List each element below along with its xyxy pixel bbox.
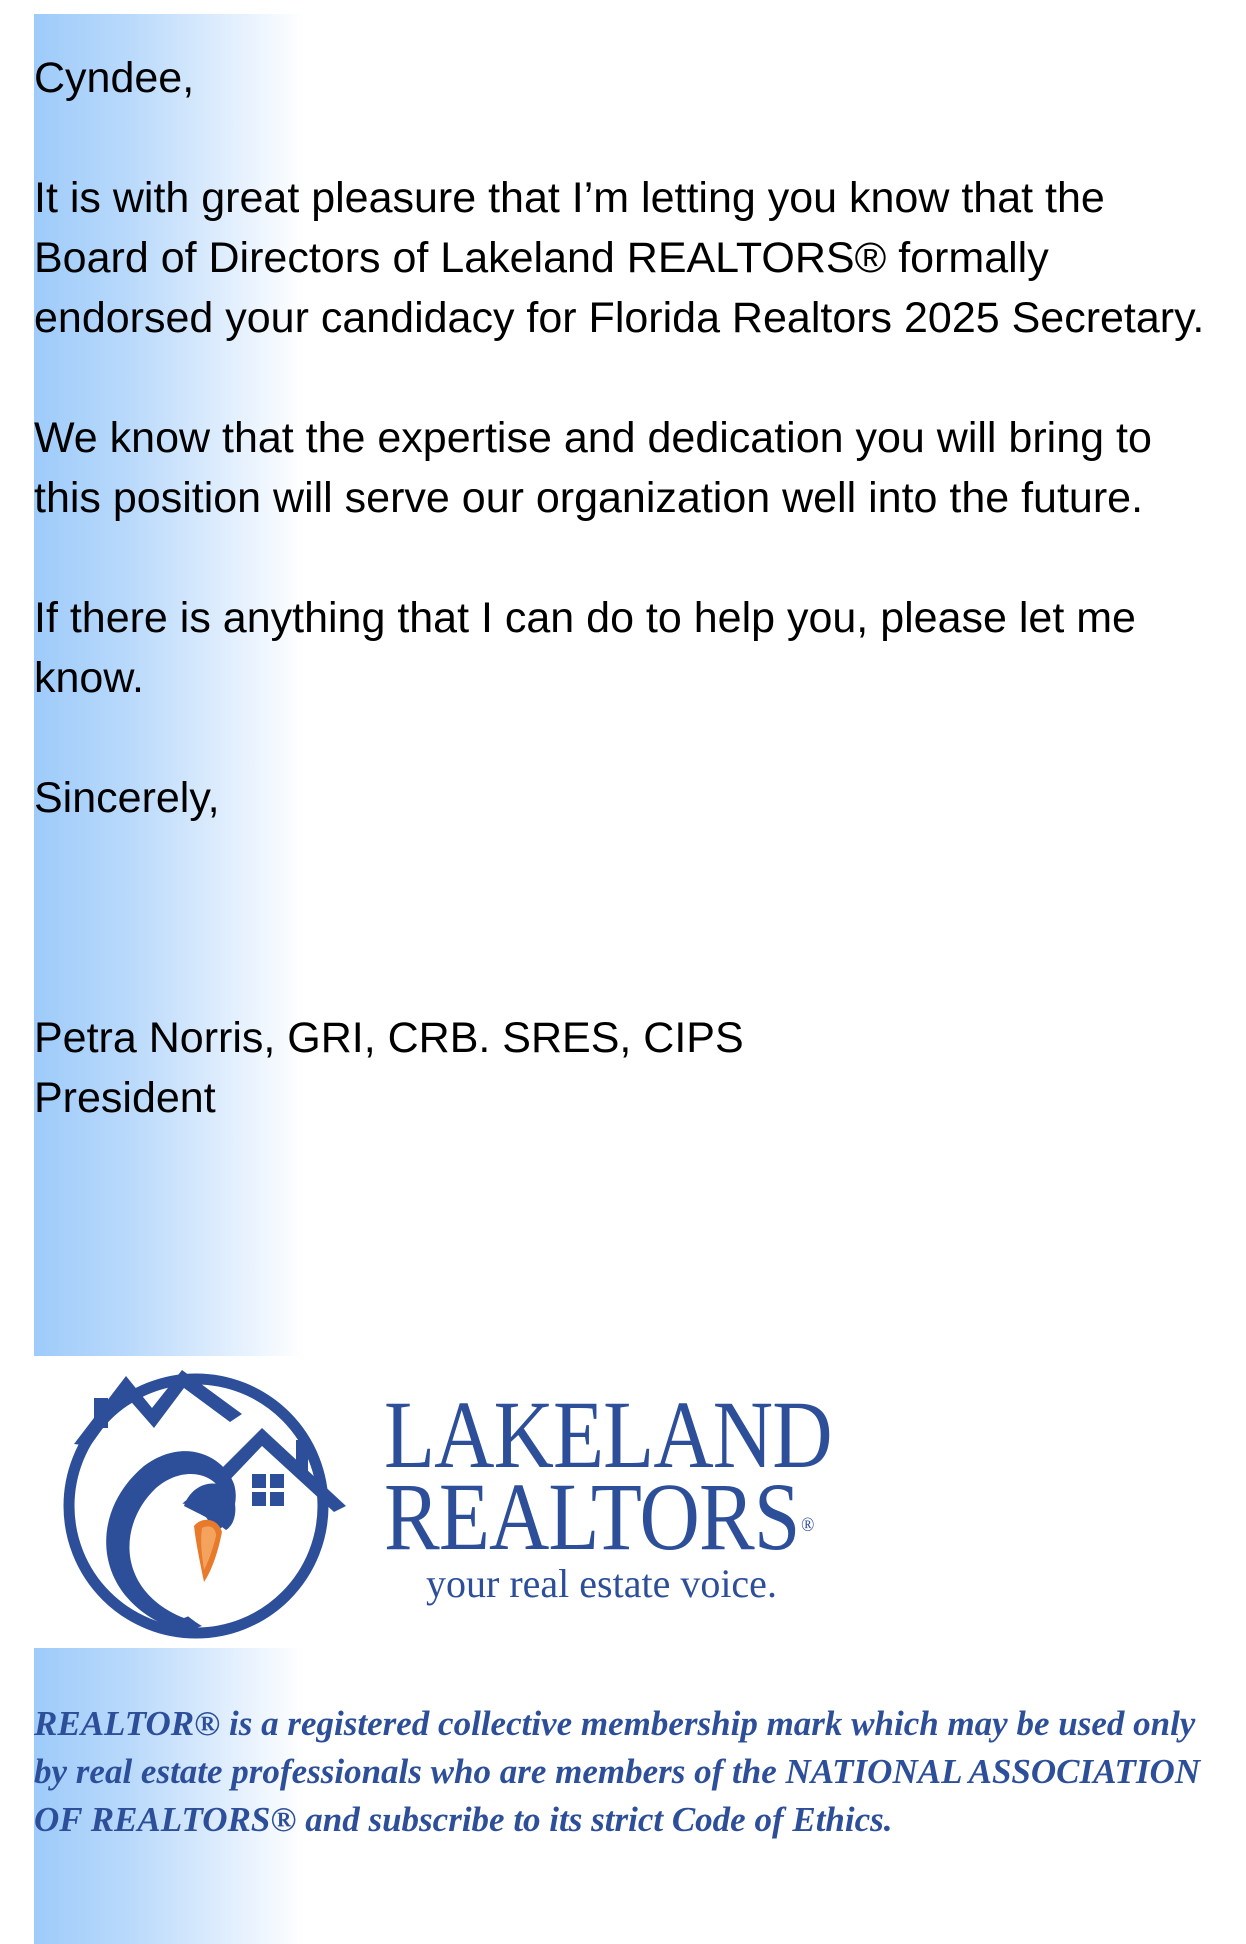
closing: Sincerely, <box>34 774 220 822</box>
signature-space <box>34 828 1214 1008</box>
logo-realtors-text <box>384 1463 832 1570</box>
logo-wordmark <box>384 1381 899 1606</box>
spacer <box>34 528 1214 588</box>
paragraph-endorsement: It is with great pleasure that I’m letting you know that the Board of Directors of Lakeland REALTORS® formally endorsed your candidacy for Florida Realtors 2025 Secretary. <box>34 174 1205 342</box>
registered-mark: ® <box>801 1514 814 1536</box>
paragraph-expertise: We know that the expertise and dedication you will bring to this position will serve our organization well into the future. <box>34 414 1152 522</box>
chimney-icon <box>94 1398 108 1428</box>
letter-body <box>34 48 1214 1128</box>
logo-tagline: your real estate voice. <box>426 1561 777 1606</box>
house-window-icon <box>252 1474 284 1506</box>
spacer <box>34 708 1214 768</box>
swan-house-emblem-icon <box>34 1356 364 1648</box>
spacer <box>34 108 1214 168</box>
salutation: Cyndee, <box>34 54 195 102</box>
logo-lakeland-text: LAKELAND <box>384 1381 832 1488</box>
paragraph-help-offer: If there is anything that I can do to help you, please let me know. <box>34 594 1136 702</box>
lakeland-realtors-logo <box>34 1356 914 1648</box>
logo-realtors-word: REALTORS <box>384 1463 800 1570</box>
signer-name: Petra Norris, GRI, CRB. SRES, CIPS <box>34 1014 744 1062</box>
spacer <box>34 348 1214 408</box>
realtor-trademark-disclaimer: REALTOR® is a registered collective membership mark which may be used only by real estate professionals who are members of the NATIONAL ASSOCIATION OF REALTORS® and subscribe to its strict Code of Ethics. <box>34 1704 1201 1839</box>
signer-title: President <box>34 1074 216 1122</box>
house-chimney-icon <box>296 1440 308 1474</box>
